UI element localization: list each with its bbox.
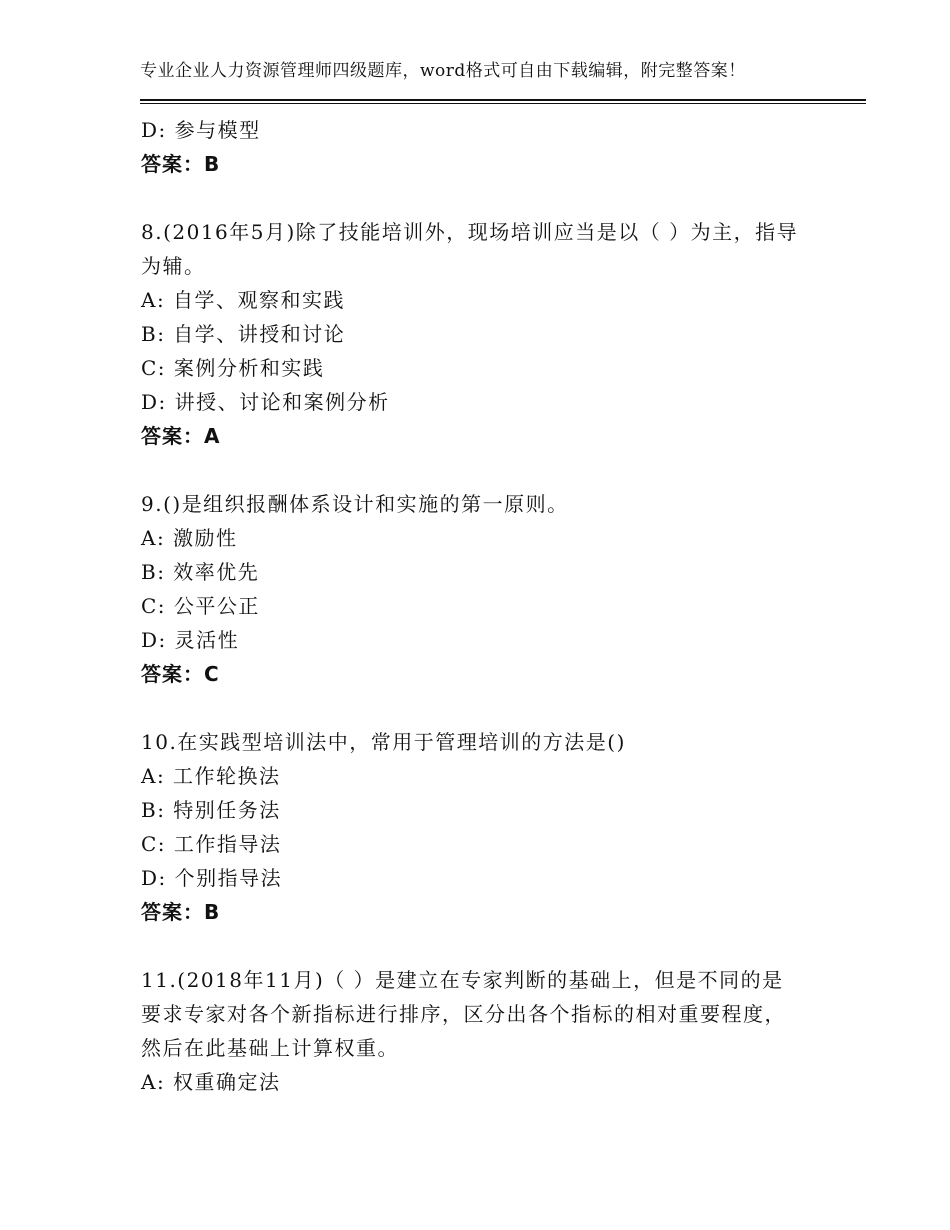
question-text: 8.(2016年5月)除了技能培训外，现场培训应当是以（ ）为主，指导 — [141, 220, 799, 244]
option-d: D: 参与模型 — [141, 118, 261, 142]
spacer — [141, 453, 841, 487]
page-header: 专业企业人力资源管理师四级题库，word格式可自由下载编辑，附完整答案！ — [140, 61, 746, 81]
option-c: C: 公平公正 — [141, 594, 260, 618]
question-text: 11.(2018年11月)（ ）是建立在专家判断的基础上，但是不同的是 — [141, 968, 784, 992]
answer: 答案：B — [141, 152, 221, 176]
answer: 答案：C — [141, 662, 220, 686]
option-b: B: 自学、讲授和讨论 — [141, 322, 346, 346]
answer: 答案：B — [141, 900, 221, 924]
option-a: A: 激励性 — [141, 526, 238, 550]
option-b: B: 效率优先 — [141, 560, 260, 584]
document-body — [141, 113, 841, 1099]
spacer — [141, 691, 841, 725]
option-d: D: 灵活性 — [141, 628, 240, 652]
spacer — [141, 181, 841, 215]
option-d: D: 个别指导法 — [141, 866, 283, 890]
option-a: A: 自学、观察和实践 — [141, 288, 346, 312]
question-text: 10.在实践型培训法中，常用于管理培训的方法是() — [141, 730, 626, 754]
question-text: 然后在此基础上计算权重。 — [141, 1036, 399, 1060]
header-rule-thin — [140, 103, 866, 104]
question-text: 为辅。 — [141, 254, 206, 278]
header-rule-thick — [140, 99, 866, 101]
question-text: 9.()是组织报酬体系设计和实施的第一原则。 — [141, 492, 569, 516]
answer: 答案：A — [141, 424, 221, 448]
option-c: C: 案例分析和实践 — [141, 356, 325, 380]
spacer — [141, 929, 841, 963]
option-a: A: 工作轮换法 — [141, 764, 281, 788]
question-text: 要求专家对各个新指标进行排序，区分出各个指标的相对重要程度， — [141, 1002, 786, 1026]
option-d: D: 讲授、讨论和案例分析 — [141, 390, 390, 414]
option-b: B: 特别任务法 — [141, 798, 281, 822]
option-c: C: 工作指导法 — [141, 832, 282, 856]
option-a: A: 权重确定法 — [141, 1070, 281, 1094]
